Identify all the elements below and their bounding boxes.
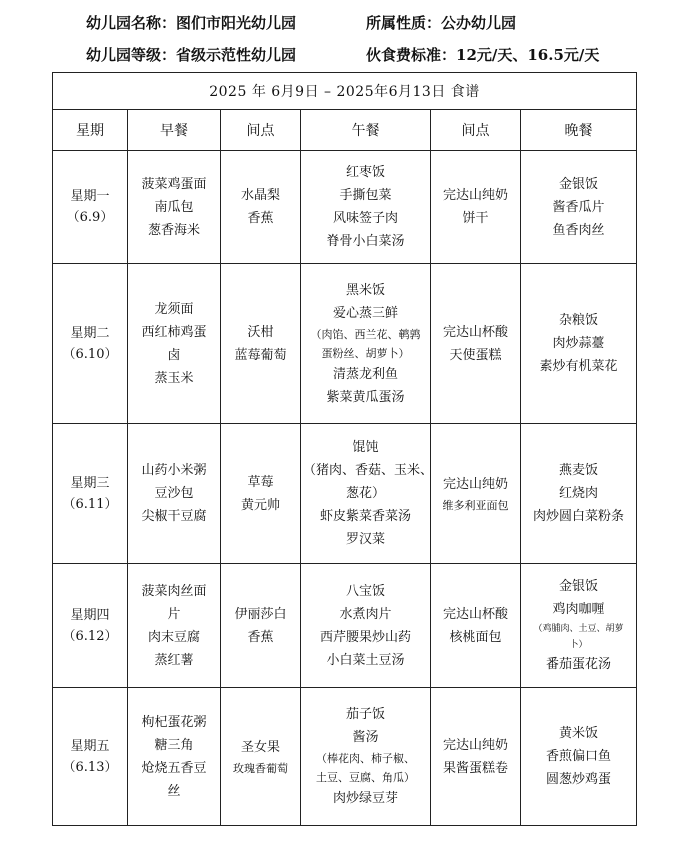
menu-item: 菠菜鸡蛋面 <box>141 176 207 192</box>
table-row <box>53 564 637 688</box>
date-label: （6.11） <box>62 496 118 512</box>
menu-item: 完达山纯奶 <box>442 737 508 753</box>
menu-item: 杂粮饭 <box>559 313 599 328</box>
menu-item-note: （猪肉、香菇、玉米、 <box>303 463 434 478</box>
date-label: （6.10） <box>62 346 118 362</box>
menu-item: 豆沙包 <box>154 486 194 501</box>
menu-item: 香煎偏口鱼 <box>546 749 612 764</box>
dinner-cell <box>521 264 637 424</box>
menu-item: 天使蛋糕 <box>449 347 502 363</box>
menu-item-note: 蛋粉丝、胡萝卜） <box>321 346 410 360</box>
menu-item: 饼干 <box>462 211 489 226</box>
snack-2-cell <box>431 688 521 826</box>
menu-item: 丝 <box>167 783 181 799</box>
snack-1-cell <box>221 688 301 826</box>
kindergarten-name <box>86 12 296 33</box>
date-label: （6.9） <box>66 210 114 225</box>
dinner-cell <box>521 151 637 264</box>
menu-item: 清蒸龙利鱼 <box>332 366 398 382</box>
weekday-cell <box>53 688 128 826</box>
menu-item: 黑米饭 <box>345 282 385 298</box>
menu-item: 燕麦饭 <box>559 463 599 478</box>
menu-item: 山药小米粥 <box>141 463 207 478</box>
breakfast-cell <box>128 264 221 424</box>
kindergarten-level-value: 省级示范性幼儿园 <box>176 46 297 64</box>
snack-1-cell <box>221 564 301 688</box>
menu-item-note: （鸡脯肉、土豆、胡萝 <box>533 624 624 634</box>
menu-item: 水煮肉片 <box>339 606 392 622</box>
menu-item: 红枣饭 <box>345 165 385 180</box>
menu-item: 草莓 <box>247 474 274 490</box>
menu-title: 2025 年 6月9日 – 2025年6月13日 食谱 <box>53 73 637 110</box>
kindergarten-nature <box>366 12 516 33</box>
menu-item: 沃柑 <box>247 324 274 340</box>
menu-item: 西红柿鸡蛋 <box>141 324 207 340</box>
lunch-cell <box>301 424 434 564</box>
menu-item: 核桃面包 <box>449 629 502 645</box>
menu-item: 圆葱炒鸡蛋 <box>546 772 612 787</box>
menu-item: 肉炒圆白菜粉条 <box>533 509 625 524</box>
dinner-cell <box>521 424 637 564</box>
lunch-cell <box>301 688 431 826</box>
menu-item: 枸杞蛋花粥 <box>141 714 207 730</box>
column-header-lunch: 午餐 <box>301 110 431 151</box>
menu-item-note: （肉馅、西兰花、鹌鹑 <box>310 327 421 341</box>
menu-item: 卤 <box>167 347 181 363</box>
menu-item: 香蕉 <box>247 629 274 645</box>
menu-item: 片 <box>167 606 181 622</box>
kindergarten-name-value: 图们市阳光幼儿园 <box>176 14 297 32</box>
menu-item: 罗汉菜 <box>345 532 385 547</box>
menu-item: 蒸玉米 <box>154 370 194 386</box>
table-row <box>53 151 637 264</box>
snack-1-cell <box>221 424 301 564</box>
menu-item: 素炒有机菜花 <box>539 359 618 374</box>
menu-item: 肉末豆腐 <box>147 629 200 645</box>
menu-item: 茄子饭 <box>345 707 385 722</box>
snack-2-cell <box>431 151 521 264</box>
menu-item: 果酱蛋糕卷 <box>442 760 508 776</box>
weekday-label: 星期一 <box>70 189 110 204</box>
menu-item: 完达山杯酸 <box>442 324 508 340</box>
menu-item: 八宝饭 <box>345 583 385 599</box>
column-header-snack-1: 间点 <box>221 110 301 151</box>
menu-item: 南瓜包 <box>154 199 194 215</box>
table-row <box>53 264 637 424</box>
kindergarten-nature-label: 所属性质： <box>366 14 442 32</box>
meal-fee-value: 12元/天、16.5元/天 <box>456 46 600 64</box>
menu-item: 伊丽莎白 <box>234 606 287 622</box>
menu-item: 完达山纯奶 <box>442 476 508 492</box>
dinner-cell <box>521 688 637 826</box>
menu-item: 玫瑰香葡萄 <box>233 761 288 775</box>
menu-item: 糖三角 <box>154 737 194 753</box>
menu-item: 尖椒干豆腐 <box>141 509 207 524</box>
menu-item: 脊骨小白菜汤 <box>326 234 405 249</box>
menu-item: 手撕包菜 <box>339 188 392 203</box>
lunch-cell <box>301 264 431 424</box>
snack-1-cell <box>221 264 301 424</box>
column-header-breakfast: 早餐 <box>128 110 221 151</box>
breakfast-cell <box>128 151 221 264</box>
weekday-label: 星期四 <box>70 607 110 623</box>
menu-item: 馄饨 <box>352 440 379 455</box>
menu-item: 维多利亚面包 <box>442 498 509 512</box>
kindergarten-level <box>86 44 296 65</box>
menu-item: 黄元帅 <box>240 497 280 513</box>
kindergarten-level-label: 幼儿园等级： <box>86 46 177 64</box>
snack-2-cell <box>431 264 521 424</box>
menu-item: 蓝莓葡萄 <box>234 347 287 363</box>
meal-fee-label: 伙食费标准： <box>366 46 457 64</box>
menu-item: 金银饭 <box>559 579 599 594</box>
menu-item: 蒸红薯 <box>154 652 194 668</box>
table-row <box>53 688 637 826</box>
menu-item: 圣女果 <box>240 739 280 755</box>
menu-item: 龙须面 <box>154 301 194 317</box>
breakfast-cell <box>128 688 221 826</box>
menu-item: 小白菜土豆汤 <box>326 652 405 668</box>
menu-item: 西芹腰果炒山药 <box>319 629 411 645</box>
menu-item: 酱香瓜片 <box>552 199 605 215</box>
table-row <box>53 424 637 564</box>
menu-item: 菠菜肉丝面 <box>141 583 207 599</box>
menu-item: 爱心蒸三鲜 <box>332 305 398 321</box>
breakfast-cell <box>128 564 221 688</box>
menu-item: 鱼香肉丝 <box>552 222 605 238</box>
snack-2-cell <box>431 424 521 564</box>
breakfast-cell <box>128 424 221 564</box>
menu-item: 肉炒绿豆芽 <box>332 791 398 806</box>
column-header-dinner: 晚餐 <box>521 110 637 151</box>
lunch-cell <box>301 564 431 688</box>
menu-item: 完达山纯奶 <box>442 188 508 203</box>
menu-item: 葱香海米 <box>147 222 200 238</box>
snack-1-cell <box>221 151 301 264</box>
menu-item: 肉炒蒜薹 <box>552 336 605 351</box>
menu-item: 鸡肉咖喱 <box>552 602 605 617</box>
weekday-label: 星期五 <box>70 738 110 754</box>
menu-item: 香蕉 <box>247 211 274 226</box>
weekday-cell <box>53 264 128 424</box>
column-header-weekday: 星期 <box>53 110 128 151</box>
kindergarten-nature-value: 公办幼儿园 <box>441 14 517 32</box>
menu-item-note: 葱花） <box>345 486 385 501</box>
weekday-cell <box>53 151 128 264</box>
weekday-label: 星期二 <box>70 325 110 341</box>
menu-item: 酱汤 <box>352 730 379 745</box>
menu-item: 虾皮紫菜香菜汤 <box>319 509 411 524</box>
date-label: （6.12） <box>62 628 118 644</box>
dinner-cell <box>521 564 637 688</box>
menu-item: 水晶梨 <box>240 188 280 203</box>
menu-item: 番茄蛋花汤 <box>546 657 612 672</box>
meal-fee-standard <box>366 44 599 65</box>
snack-2-cell <box>431 564 521 688</box>
menu-item: 完达山杯酸 <box>442 606 508 622</box>
menu-item-note: 土豆、豆腐、角瓜） <box>316 771 415 784</box>
menu-item: 黄米饭 <box>559 726 599 741</box>
weekday-label: 星期三 <box>70 475 110 491</box>
menu-item: 红烧肉 <box>559 486 599 501</box>
menu-item: 风味签子肉 <box>332 211 398 226</box>
menu-item: 炝烧五香豆 <box>141 760 207 776</box>
weekday-cell <box>53 564 128 688</box>
weekday-cell <box>53 424 128 564</box>
menu-item: 金银饭 <box>559 176 599 192</box>
date-label: （6.13） <box>62 759 118 775</box>
menu-item: 紫菜黄瓜蛋汤 <box>326 389 405 405</box>
menu-item-note: （棒花肉、柿子椒、 <box>316 752 415 765</box>
kindergarten-name-label: 幼儿园名称： <box>86 14 177 32</box>
lunch-cell <box>301 151 431 264</box>
menu-item-note: 卜） <box>569 640 588 650</box>
column-header-snack-2: 间点 <box>431 110 521 151</box>
weekly-menu-table <box>52 72 637 826</box>
